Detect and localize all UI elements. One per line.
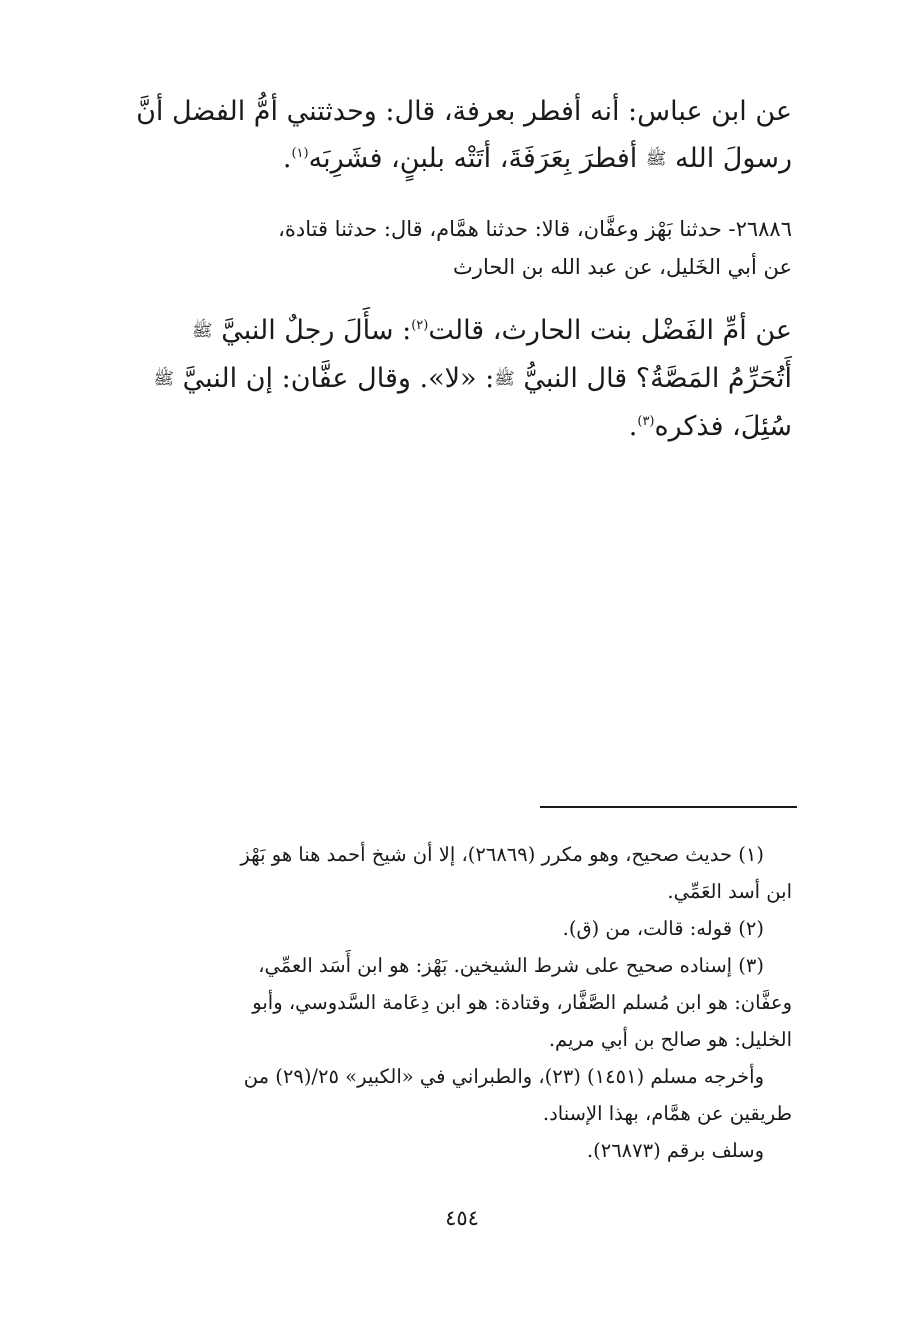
text-segment: . — [628, 411, 638, 442]
isnad-line: ٢٦٨٨٦- حدثنا بَهْز وعفَّان، قالا: حدثنا همَّام، قال: حدثنا قتادة، — [278, 217, 792, 241]
footnote-divider — [540, 806, 797, 808]
footnote-3-line: وسلف برقم (٢٦٨٧٣). — [586, 1139, 764, 1162]
salla-glyph: ﷺ — [645, 149, 667, 169]
text-segment: سُئِلَ، فذكره — [654, 411, 792, 442]
text-segment: أفطرَ بِعَرَفَةَ، أتَتْه بلبنٍ، فشَرِبَه — [308, 143, 638, 174]
footnote-ref-2[interactable]: (٢) — [411, 318, 429, 333]
hadith-matn — [102, 307, 792, 450]
footnotes — [102, 836, 792, 1169]
text-line — [102, 135, 792, 183]
text-line: عن ابن عباس: أنه أفطر بعرفة، قال: وحدثتني أمُّ الفضل أنَّ — [136, 96, 792, 127]
hadith-isnad — [102, 210, 792, 286]
salla-glyph: ﷺ — [192, 321, 213, 341]
footnote-3-line: الخليل: هو صالح بن أبي مريم. — [548, 1028, 792, 1051]
footnote-3-line: وعفَّان: هو ابن مُسلم الصَّفَّار، وقتادة: هو ابن دِعَامة السَّدوسي، وأبو — [252, 991, 792, 1014]
text-segment: : «لا». وقال عفَّان: إن النبيَّ — [182, 363, 495, 394]
salla-glyph: ﷺ — [153, 369, 174, 389]
text-segment: رسولَ الله — [675, 143, 792, 174]
footnote-1-line: ابن أسد العَمِّي. — [667, 880, 792, 903]
text-line — [102, 307, 792, 355]
footnote-3-line: وأخرجه مسلم (١٤٥١) (٢٣)، والطبراني في «الكبير» ٢٥/(٢٩) من — [243, 1065, 764, 1088]
text-segment: . — [282, 143, 292, 174]
text-segment: : سأَلَ رجلٌ النبيَّ — [221, 315, 412, 346]
text-segment: أَتُحَرِّمُ المَصَّةُ؟ قال النبيُّ — [523, 363, 792, 394]
footnote-2-line: (٢) قوله: قالت، من (ق). — [562, 917, 764, 940]
footnote-1-line: (١) حديث صحيح، وهو مكرر (٢٦٨٦٩)، إلا أن شيخ أحمد هنا هو بَهْز — [240, 843, 764, 866]
text-line — [102, 355, 792, 403]
isnad-line: عن أبي الخَليل، عن عبد الله بن الحارث — [453, 255, 792, 279]
hadith-text-continuation — [102, 88, 792, 183]
text-segment: عن أمِّ الفَضْل بنت الحارث، قالت — [428, 315, 792, 346]
footnote-ref-1[interactable]: (١) — [291, 146, 309, 161]
text-line — [102, 403, 792, 450]
salla-glyph: ﷺ — [494, 369, 515, 389]
footnote-ref-3[interactable]: (٣) — [637, 414, 655, 429]
page-number: ٤٥٤ — [445, 1206, 479, 1230]
footnote-3-line: (٣) إسناده صحيح على شرط الشيخين. بَهْز: هو ابن أَسَد العمِّي، — [258, 954, 764, 977]
footnote-3-line: طريقين عن همَّام، بهذا الإسناد. — [542, 1102, 792, 1125]
